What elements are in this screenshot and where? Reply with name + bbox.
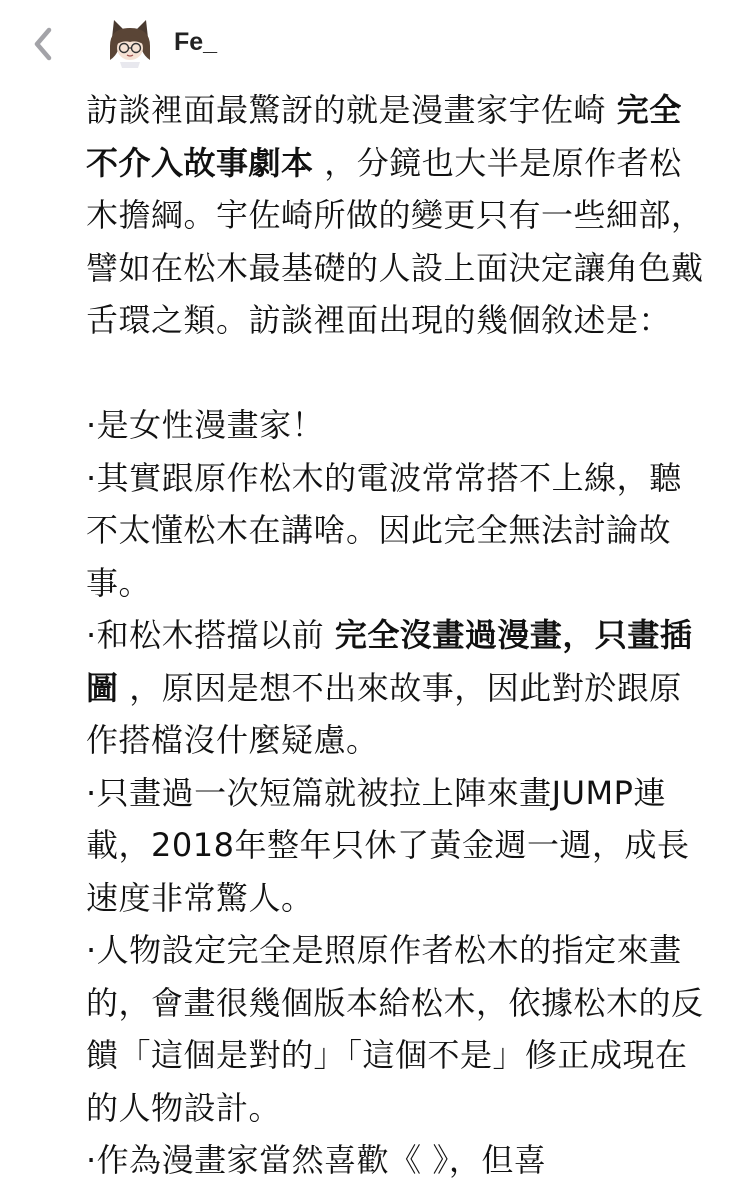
bullet-item: ·是女性漫畫家！ <box>86 406 325 444</box>
chevron-left-icon <box>31 26 53 62</box>
bullet-item: ·人物設定完全是照原作者松木的指定來畫的，會畫很幾個版本給松木，依據松木的反饋「這個是對的」「這個不是」修正成現在的人物設計。 <box>86 931 704 1127</box>
intro-text-b: ，分鏡也大半是原作者松木擔綱。宇佐崎所做的變更只有一些細部，譬如在松木最基礎的人設上面決定讓角色戴舌環之類。訪談裡面出現的幾個敘述是： <box>86 143 704 339</box>
bullet-text-b: ，原因是想不出來故事，因此對於跟原作搭檔沒什麼疑慮。 <box>86 668 682 759</box>
bullet-text-a: ·和松木搭擋以前 <box>86 616 325 654</box>
paragraph-spacer <box>86 347 708 400</box>
cat-girl-avatar-icon <box>104 16 156 68</box>
bullet-text-bold: 完全沒畫過漫畫，只畫插圖 <box>86 616 693 707</box>
username[interactable]: Fe_ <box>174 28 218 56</box>
avatar[interactable] <box>104 16 156 68</box>
intro-text-bold: 完全不介入故事劇本 <box>86 91 682 182</box>
intro-paragraph <box>86 84 708 347</box>
article-body <box>86 84 708 1187</box>
intro-text-a: 訪談裡面最驚訝的就是漫畫家宇佐崎 <box>86 91 607 129</box>
top-bar <box>0 0 750 88</box>
bullet-item: ·其實跟原作松木的電波常常搭不上線，聽不太懂松木在講啥。因此完全無法討論故事。 <box>86 458 682 602</box>
back-button[interactable] <box>24 22 60 66</box>
bullet-item: ·只畫過一次短篇就被拉上陣來畫JUMP連載，2018年整年只休了黃金週一週，成長速度非常驚人。 <box>86 773 690 917</box>
bullet-item <box>86 609 708 767</box>
bullet-item-partial: ·作為漫畫家當然喜歡《 》，但喜 <box>86 1141 547 1179</box>
